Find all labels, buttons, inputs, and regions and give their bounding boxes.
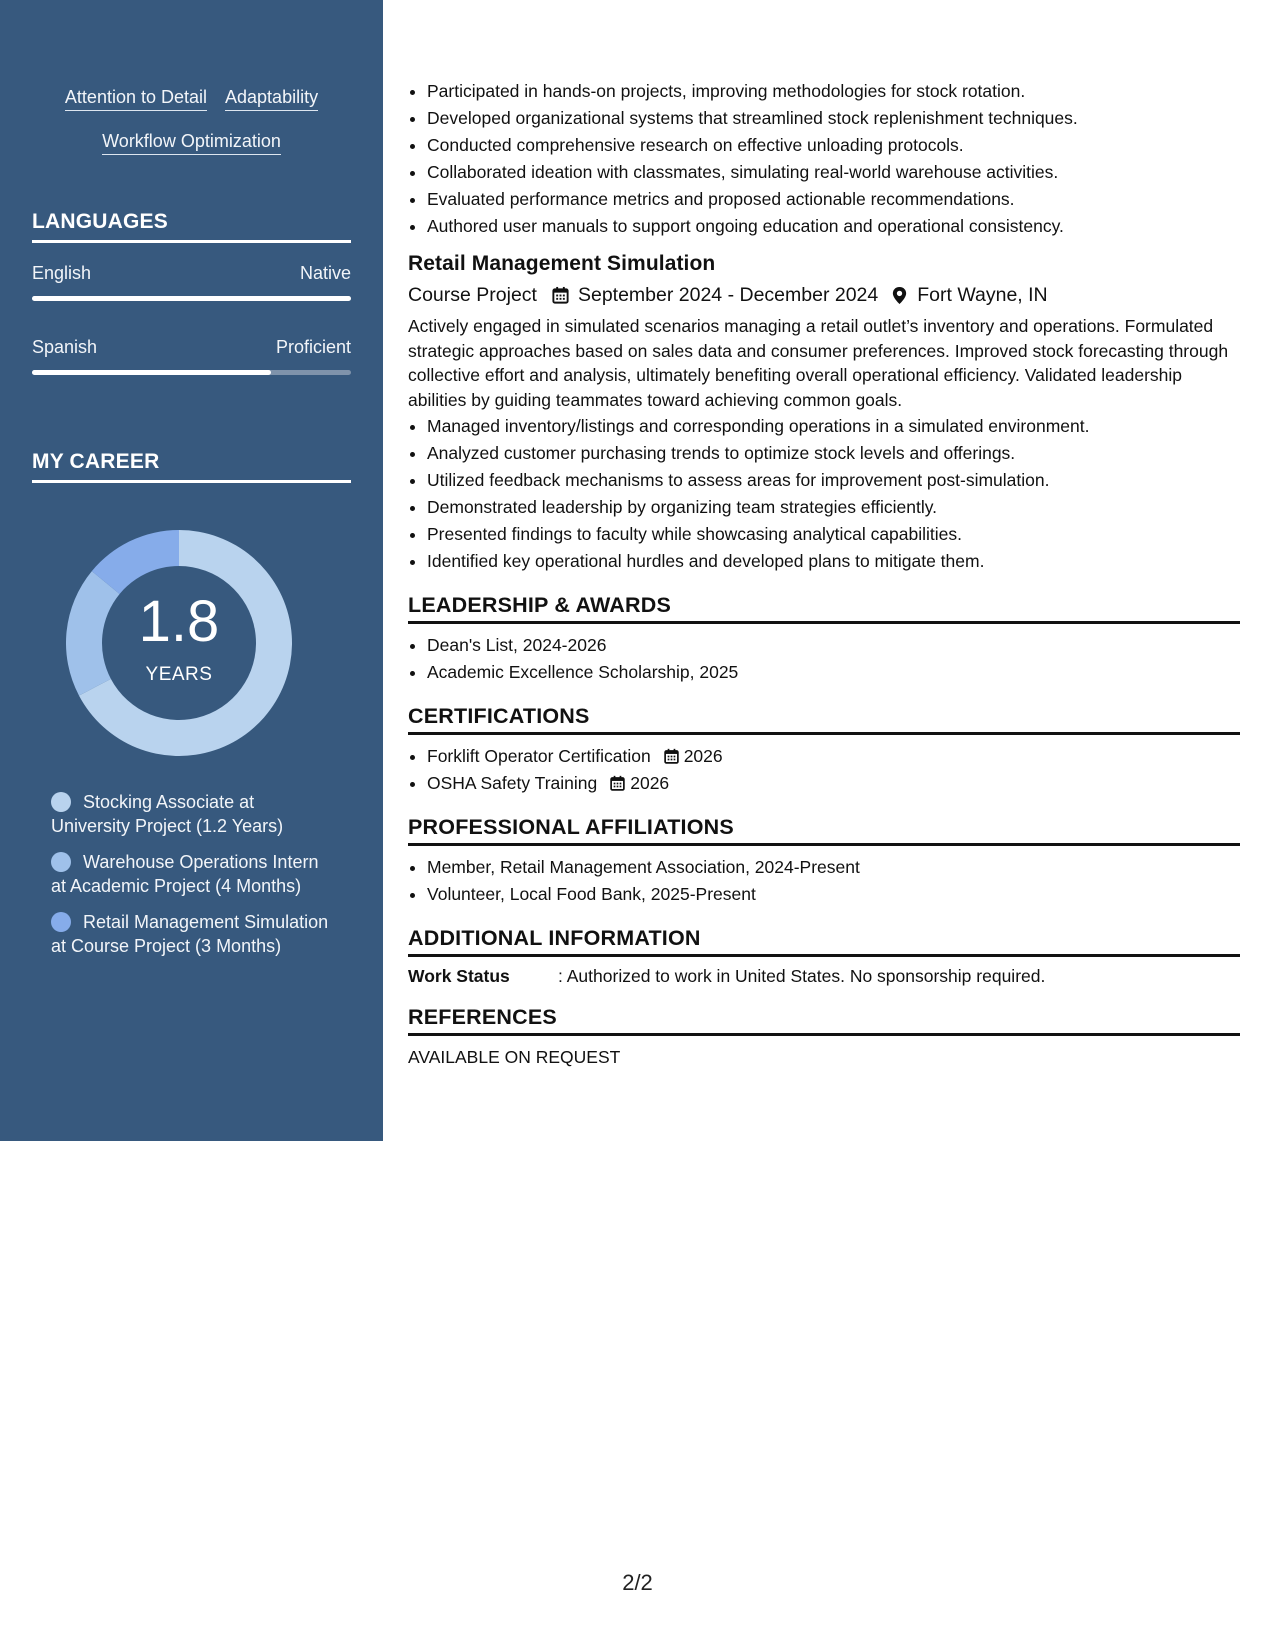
language-level: Native	[299, 263, 351, 283]
list-item: • Presented findings to faculty while showcasing analytical capabilities.	[427, 521, 1240, 548]
list-item	[427, 770, 1240, 797]
entry-title: Retail Management Simulation	[408, 252, 716, 275]
list-item: • Volunteer, Local Food Bank, 2025-Present	[427, 881, 1240, 908]
list-item: • Academic Excellence Scholarship, 2025	[427, 659, 1240, 686]
career-total-unit: YEARS	[145, 664, 213, 685]
list-item: • Developed organizational systems that streamlined stock replenishment techniques.	[427, 105, 1240, 132]
certifications-list	[408, 743, 1240, 797]
work-status-value: : Authorized to work in United States. No sponsorship required.	[558, 966, 1046, 986]
language-name: English	[32, 263, 92, 283]
language-level: Proficient	[275, 337, 351, 357]
career-legend-item	[51, 790, 331, 838]
calendar-icon	[609, 775, 626, 792]
main-content	[408, 78, 1240, 1068]
career-heading: MY CAREER	[32, 450, 351, 483]
page-number: 2/2	[622, 1570, 653, 1595]
list-item: • Managed inventory/listings and corresponding operations in a simulated environment.	[427, 413, 1240, 440]
legend-dot-icon	[51, 912, 71, 932]
entry-org: Course Project	[408, 284, 537, 306]
career-total-value: 1.8	[138, 589, 220, 654]
certification-name: OSHA Safety Training	[427, 773, 598, 793]
calendar-icon	[663, 748, 680, 765]
list-item	[427, 743, 1240, 770]
career-legend-label: Stocking Associate at University Project (1.2 Years)	[51, 792, 284, 836]
entry-description: Actively engaged in simulated scenarios managing a retail outlet’s inventory and operations. Formulated strategic approaches based on sales data and consumer preferences. Improved stock forecasting through collective effort and analysis, ultimately benefiting overall operational efficiency. Validated leadership abilities by guiding teammates toward achieving common goals.	[408, 316, 1229, 410]
list-item: • Participated in hands-on projects, improving methodologies for stock rotation.	[427, 78, 1240, 105]
work-status-row	[408, 966, 1240, 987]
list-item: • Analyzed customer purchasing trends to optimize stock levels and offerings.	[427, 440, 1240, 467]
career-donut-chart	[66, 530, 292, 756]
leadership-list	[408, 632, 1240, 686]
legend-dot-icon	[51, 852, 71, 872]
list-item: • Member, Retail Management Association, 2024-Present	[427, 854, 1240, 881]
list-item: • Evaluated performance metrics and proposed actionable recommendations.	[427, 186, 1240, 213]
skill-tag: Workflow Optimization	[102, 130, 281, 155]
work-status-label: Work Status	[408, 966, 510, 986]
language-bar	[32, 370, 351, 375]
list-item: • Authored user manuals to support ongoing education and operational consistency.	[427, 213, 1240, 240]
affiliations-heading: PROFESSIONAL AFFILIATIONS	[408, 815, 1240, 846]
languages-section	[32, 210, 351, 375]
certifications-heading: CERTIFICATIONS	[408, 704, 1240, 735]
location-pin-icon	[890, 286, 909, 305]
list-item: • Conducted comprehensive research on effective unloading protocols.	[427, 132, 1240, 159]
list-item: • Demonstrated leadership by organizing team strategies efficiently.	[427, 494, 1240, 521]
skills-row	[0, 86, 383, 111]
list-item: • Collaborated ideation with classmates, simulating real-world warehouse activities.	[427, 159, 1240, 186]
language-bar-fill	[32, 296, 351, 301]
entry-dates: September 2024 - December 2024	[577, 284, 879, 306]
entry-meta	[408, 280, 1240, 310]
career-legend-label: Warehouse Operations Intern at Academic Project (4 Months)	[51, 852, 319, 896]
career-legend-item	[51, 850, 331, 898]
entry-location: Fort Wayne, IN	[917, 284, 1048, 306]
legend-dot-icon	[51, 792, 71, 812]
language-item	[32, 263, 351, 301]
list-item: • Utilized feedback mechanisms to assess areas for improvement post-simulation.	[427, 467, 1240, 494]
sidebar	[0, 0, 383, 1141]
references-text: AVAILABLE ON REQUEST	[408, 1047, 621, 1067]
skills-row	[0, 130, 383, 155]
leadership-heading: LEADERSHIP & AWARDS	[408, 593, 1240, 624]
calendar-icon	[551, 286, 570, 305]
entry-bullets	[408, 413, 1240, 575]
language-bar	[32, 296, 351, 301]
list-item: • Identified key operational hurdles and developed plans to mitigate them.	[427, 548, 1240, 575]
career-section	[32, 450, 351, 483]
languages-heading: LANGUAGES	[32, 210, 351, 243]
certification-year: 2026	[683, 746, 723, 766]
language-item	[32, 337, 351, 375]
career-legend	[51, 790, 331, 970]
language-name: Spanish	[32, 337, 98, 357]
career-legend-label: Retail Management Simulation at Course Project (3 Months)	[51, 912, 329, 956]
language-bar-fill	[32, 370, 271, 375]
certification-name: Forklift Operator Certification	[427, 746, 651, 766]
certification-year: 2026	[630, 773, 670, 793]
affiliations-list	[408, 854, 1240, 908]
skill-tag: Attention to Detail	[65, 86, 207, 111]
skills-list	[0, 0, 383, 155]
experience-bullets	[408, 78, 1240, 240]
skill-tag: Adaptability	[225, 86, 318, 111]
additional-info-heading: ADDITIONAL INFORMATION	[408, 926, 1240, 957]
list-item: • Dean's List, 2024-2026	[427, 632, 1240, 659]
references-heading: REFERENCES	[408, 1005, 1240, 1036]
career-legend-item	[51, 910, 331, 958]
